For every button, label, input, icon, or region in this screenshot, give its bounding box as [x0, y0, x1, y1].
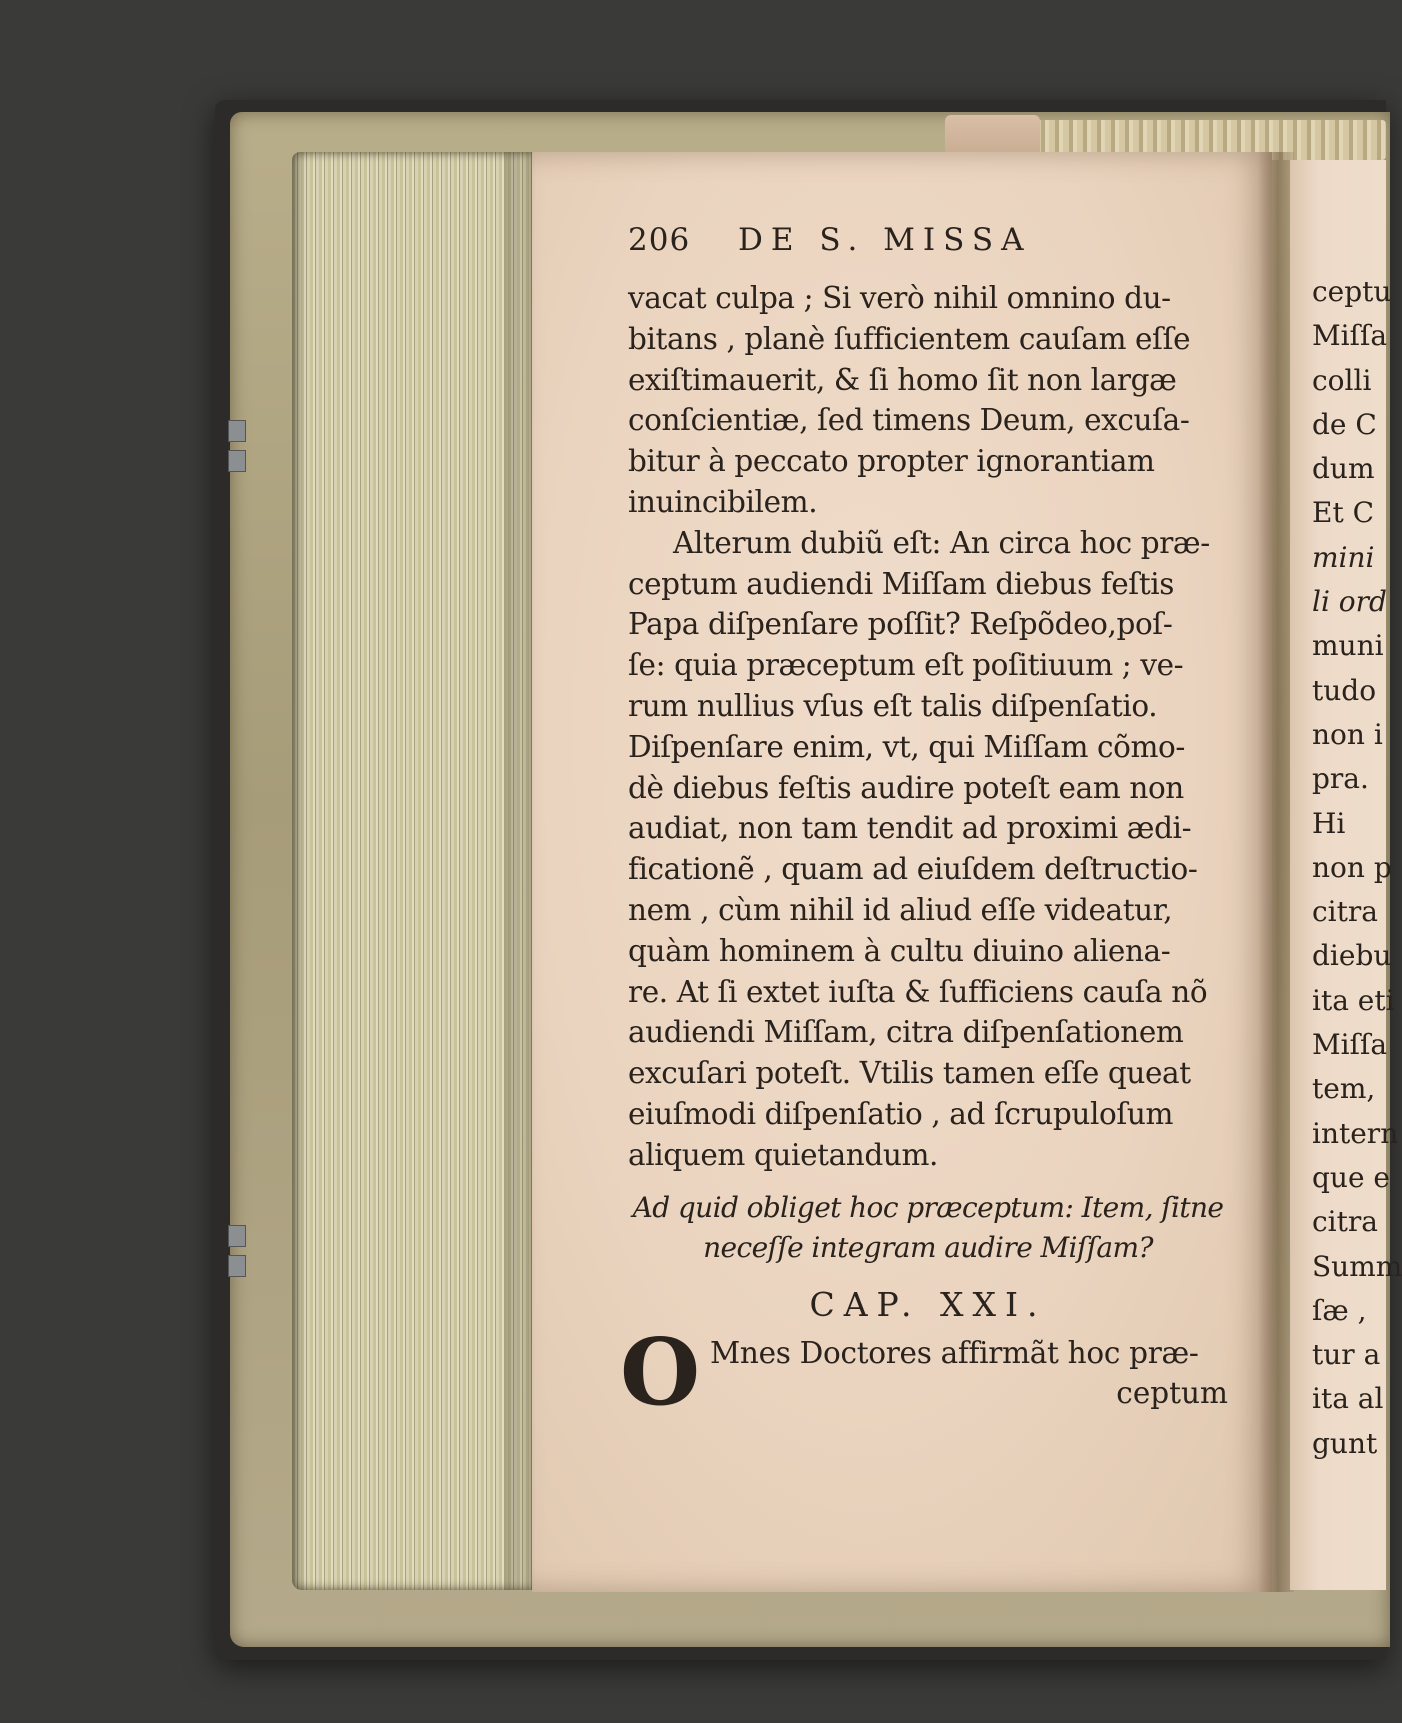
text-line: Diſpenſare enim, vt, qui Miſſam cõmo- [628, 729, 1185, 764]
paragraph-2 [628, 523, 1228, 1176]
right-page-line: ita al [1312, 1382, 1384, 1416]
chapter-rubric-line: Ad quid obliget hoc præceptum: Item, ſitne [632, 1190, 1224, 1224]
right-page-line: pra. [1312, 762, 1369, 796]
right-page-line: diebu [1312, 939, 1392, 973]
right-page-line: non i [1312, 717, 1383, 751]
text-line: audiat, non tam tendit ad proximi ædi- [628, 811, 1192, 846]
gutter [1258, 152, 1294, 1592]
text-line: aliquem quietandum. [628, 1137, 939, 1172]
clasp-icon [228, 450, 246, 472]
spine-tab [945, 115, 1040, 157]
text-line: rum nullius vſus eſt talis diſpenſatio. [628, 688, 1158, 723]
clasp-icon [228, 1255, 246, 1277]
text-line: eiuſmodi diſpenſatio , ad ſcrupuloſum [628, 1096, 1174, 1131]
right-page-line: Miſſa [1312, 319, 1388, 353]
page-edge-shadow [505, 152, 535, 1590]
chapter-rubric-line: neceſſe integram audire Miſſam? [703, 1230, 1153, 1264]
clasp-icon [228, 420, 246, 442]
right-page-line: dum [1312, 452, 1375, 486]
page-number: 206 [628, 222, 691, 258]
right-page-line: de C [1312, 407, 1377, 441]
text-line: ficationẽ , quam ad eiuſdem deſtructio- [628, 852, 1198, 887]
chapter-heading: CAP. XXI. [809, 1284, 1047, 1324]
running-title: DE S. MISSA [738, 222, 1032, 258]
right-page-line: Et C [1312, 496, 1375, 530]
right-page-line: citra [1312, 1205, 1378, 1239]
text-line: quàm hominem à cultu diuino aliena- [628, 933, 1171, 968]
right-page-line: muni [1312, 629, 1384, 663]
text-line: dè diebus feſtis audire poteſt eam non [628, 770, 1184, 805]
text-line: vacat culpa ; Si verò nihil omnino du- [628, 281, 1171, 315]
text-line: bitans , planè ſufficientem cauſam eſſe [628, 321, 1191, 356]
chapter-opening [620, 1317, 1228, 1426]
right-page-line: colli [1312, 363, 1372, 397]
right-page-line: que e [1312, 1160, 1390, 1194]
right-page-line: Hi [1312, 806, 1346, 840]
text-line: exiſtimauerit, & ſi homo ſit non largæ [628, 362, 1177, 397]
right-page-line: ita eti [1312, 983, 1395, 1017]
paragraph-1 [628, 278, 1228, 523]
text-line: conſcientiæ, ſed timens Deum, excuſa- [628, 403, 1190, 438]
text-line: audiendi Miſſam, citra diſpenſationem [628, 1015, 1184, 1050]
right-page-line: Miſſa [1312, 1028, 1388, 1062]
text-line: nem , cùm nihil id aliud eſſe videatur, [628, 892, 1173, 927]
text-line: excuſari poteſt. Vtilis tamen eſſe queat [628, 1056, 1191, 1091]
left-page-text [620, 222, 1228, 1426]
text-line: re. At ſi extet iuſta & ſufficiens cauſa nõ [628, 974, 1208, 1009]
clasp-icon [228, 1225, 246, 1247]
right-page-line: li ord [1312, 585, 1387, 619]
text-line: Papa diſpenſare poſſit? Reſpõdeo,poſ- [628, 607, 1173, 642]
text-line: inuincibilem. [628, 484, 818, 519]
right-page-text [1312, 270, 1402, 1466]
right-page-line: gunt [1312, 1426, 1378, 1460]
running-head [628, 222, 1228, 278]
right-page-line: citra [1312, 895, 1378, 929]
catchword: ceptum [1116, 1375, 1228, 1410]
text-line: Mnes Doctores affirmãt hoc præ- [710, 1335, 1199, 1370]
right-page-line: ſæ , [1312, 1293, 1367, 1327]
right-page-line: non p [1312, 850, 1392, 884]
text-line: Alterum dubiũ eſt: An circa hoc præ- [673, 525, 1210, 560]
right-page-line: tem, [1312, 1072, 1376, 1106]
text-line: bitur à peccato propter ignorantiam [628, 444, 1155, 479]
right-page-line: ceptu [1312, 275, 1392, 308]
right-page-line: mini [1312, 540, 1375, 574]
right-page-line: tudo [1312, 673, 1377, 707]
right-page-line: intern [1312, 1116, 1399, 1150]
text-line: ceptum audiendi Miſſam diebus feſtis [628, 566, 1175, 601]
right-page-line: tur a [1312, 1338, 1381, 1372]
page-edges [292, 152, 532, 1590]
right-page-line: Summ [1312, 1249, 1402, 1283]
text-line: ſe: quia præceptum eſt poſitiuum ; ve- [628, 648, 1184, 683]
drop-initial: O [620, 1317, 701, 1426]
